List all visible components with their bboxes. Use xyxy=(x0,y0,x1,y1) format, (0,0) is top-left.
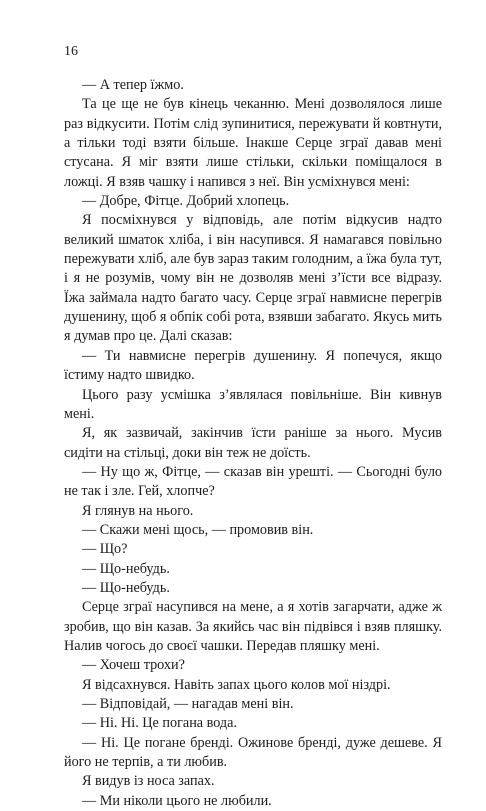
paragraph: Та це ще не був кінець чеканню. Мені дозволялося лише раз відкусити. Потім слід зупинитися, пережувати й ковтнути, а тільки тоді взяти більше. Інакше Серце зграї давав мені стусана. Я міг взяти лише стільки, скільки поміщалося в ложці. Я взяв чашку і напився з неї. Він усміхнувся мені: xyxy=(64,96,442,190)
paragraph: — Скажи мені щось, — промовив він. xyxy=(82,521,314,538)
paragraph: — Добре, Фітце. Добрий хлопець. xyxy=(82,193,290,210)
paragraph: — А тепер їжмо. xyxy=(82,77,184,93)
paragraph: Цього разу усмішка з’являлася повільніше. Він кивнув мені. xyxy=(64,386,442,422)
paragraph: Я посміхнувся у відповідь, але потім відкусив надто великий шматок хліба, і він насупився. Я намагався повільно пережувати хліб, але був зараз таким голодним, а їжа була тут, і я не розумів, чому він не дозволяв мені з’їсти все відразу. Їжа займала надто багато часу. Серце зграї навмисне перегрів душенину, щоб я обпік собі рота, взявши забагато. Якусь мить я думав про це. Далі сказав: xyxy=(64,212,442,345)
paragraph: — Відповідай, — нагадав мені він. xyxy=(82,696,294,712)
paragraph: — Ми ніколи цього не любили. xyxy=(82,792,272,809)
paragraph: Я, як зазвичай, закінчив їсти раніше за нього. Мусив сидіти на стільці, доки він теж не доїсть. xyxy=(64,425,442,461)
paragraph: Серце зграї насупився на мене, а я хотів загарчати, адже ж зробив, що він казав. За якийсь час він підвівся і взяв пляшку. Налив чогось до своєї чашки. Передав пляшку мені. xyxy=(64,599,442,654)
paragraph: Я видув із носа запах. xyxy=(82,773,215,790)
paragraph: — Ні. Це погане бренді. Ожинове бренді, дуже дешеве. Я його не терпів, а ти любив. xyxy=(64,734,442,771)
paragraph: — Що-небудь. xyxy=(82,579,170,596)
paragraph: — Хочеш трохи? xyxy=(82,657,185,674)
paragraph: — Що? xyxy=(82,541,128,558)
page-number: 16 xyxy=(64,44,78,59)
paragraph: — Ні. Ні. Це погана вода. xyxy=(82,715,237,732)
paragraph: — Що-небудь. xyxy=(82,560,170,577)
paragraph: Я глянув на нього. xyxy=(82,502,194,519)
paragraph: — Ну що ж, Фітце, — сказав він урешті. — Сьогодні було не так і зле. Гей, хлопче? xyxy=(64,463,442,500)
paragraph: Я відсахнувся. Навіть запах цього колов мої ніздрі. xyxy=(82,676,391,693)
body-text xyxy=(64,76,442,811)
paragraph: — Ти навмисне перегрів душенину. Я попечуся, якщо їстиму надто швидко. xyxy=(64,347,442,384)
